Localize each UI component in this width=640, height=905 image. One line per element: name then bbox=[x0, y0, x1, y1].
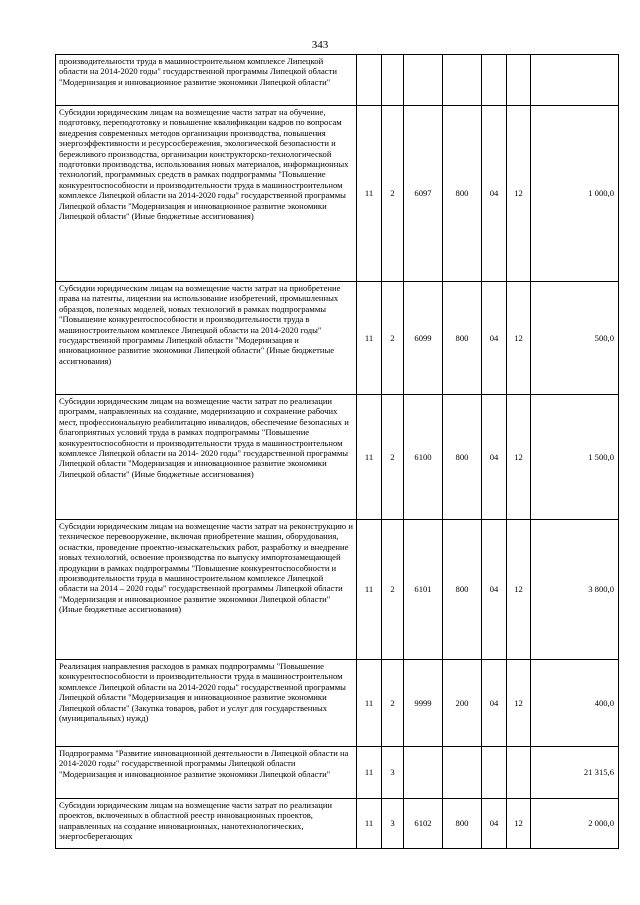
code-cell bbox=[482, 747, 507, 799]
table-row bbox=[56, 282, 619, 395]
code-cell bbox=[404, 747, 443, 799]
code-cell: 11 bbox=[357, 106, 382, 282]
row-description: Субсидии юридическим лицам на возмещение части затрат на обучение, подготовку, переподготовку и повышение квалификации кадров по вопросам внедрения современных методов организации производства, повышения энергоэффективности и ресурсосбережения, экологической безопасности и бережливого производства, организации конструкторско-технологической подготовки производства, использования новых материалов, информационных технологий, программных средств в рамках подпрограммы "Повышение конкурентоспособности и производительности труда в машиностроительном комплексе Липецкой области на 2014-2020 годы" государственной программы Липецкой области "Модернизация и инновационное развитие экономики Липецкой области" (Иные бюджетные ассигнования) bbox=[56, 106, 357, 282]
code-cell: 2 bbox=[382, 395, 404, 520]
code-cell: 11 bbox=[357, 520, 382, 660]
amount-cell: 3 800,0 bbox=[531, 520, 619, 660]
code-cell: 11 bbox=[357, 282, 382, 395]
code-cell: 2 bbox=[382, 660, 404, 747]
table-row bbox=[56, 395, 619, 520]
code-cell bbox=[404, 55, 443, 106]
table-row bbox=[56, 106, 619, 282]
code-cell: 6099 bbox=[404, 282, 443, 395]
code-cell bbox=[382, 55, 404, 106]
code-cell: 11 bbox=[357, 799, 382, 849]
code-cell bbox=[507, 55, 531, 106]
code-cell: 200 bbox=[443, 660, 482, 747]
code-cell: 12 bbox=[507, 395, 531, 520]
code-cell bbox=[482, 55, 507, 106]
row-description: Подпрограмма "Развитие инновационной деятельности в Липецкой области на 2014-2020 годы" государственной программы Липецкой области "Модернизация и инновационное развитие экономики Липецкой области" bbox=[56, 747, 357, 799]
code-cell: 12 bbox=[507, 282, 531, 395]
code-cell bbox=[443, 747, 482, 799]
code-cell: 6102 bbox=[404, 799, 443, 849]
page-number: 343 bbox=[311, 39, 329, 51]
code-cell: 12 bbox=[507, 520, 531, 660]
code-cell: 6097 bbox=[404, 106, 443, 282]
amount-cell: 2 000,0 bbox=[531, 799, 619, 849]
amount-cell: 500,0 bbox=[531, 282, 619, 395]
code-cell: 800 bbox=[443, 106, 482, 282]
table-row bbox=[56, 747, 619, 799]
code-cell: 6100 bbox=[404, 395, 443, 520]
code-cell: 800 bbox=[443, 282, 482, 395]
table-row bbox=[56, 660, 619, 747]
code-cell: 04 bbox=[482, 106, 507, 282]
code-cell: 11 bbox=[357, 395, 382, 520]
code-cell: 12 bbox=[507, 106, 531, 282]
row-description: Субсидии юридическим лицам на возмещение части затрат на приобретение права на патенты, лицензии на использование изобретений, промышленных образцов, полезных моделей, новых технологий в рамках подпрограммы "Повышение конкурентоспособности и производительности труда в машиностроительном комплексе Липецкой области на 2014-2020 годы" государственной программы Липецкой области "Модернизация и инновационное развитие экономики Липецкой области" (Иные бюджетные ассигнования) bbox=[56, 282, 357, 395]
code-cell: 11 bbox=[357, 747, 382, 799]
code-cell: 04 bbox=[482, 660, 507, 747]
row-description: Реализация направления расходов в рамках подпрограммы "Повышение конкурентоспособности и производительности труда в машиностроительном комплексе Липецкой области на 2014-2020 годы" государственной программы Липецкой области "Модернизация и инновационное развитие экономики Липецкой области" (Закупка товаров, работ и услуг для государственных (муниципальных) нужд) bbox=[56, 660, 357, 747]
code-cell: 12 bbox=[507, 660, 531, 747]
code-cell: 04 bbox=[482, 395, 507, 520]
amount-cell: 400,0 bbox=[531, 660, 619, 747]
code-cell: 3 bbox=[382, 799, 404, 849]
table-row bbox=[56, 55, 619, 106]
table-row bbox=[56, 799, 619, 849]
amount-cell bbox=[531, 55, 619, 106]
code-cell: 2 bbox=[382, 282, 404, 395]
code-cell bbox=[507, 747, 531, 799]
code-cell: 12 bbox=[507, 799, 531, 849]
amount-cell: 1 000,0 bbox=[531, 106, 619, 282]
row-description: Субсидии юридическим лицам на возмещение части затрат на реконструкцию и техническое перевооружение, включая приобретение машин, оборудования, оснастки, проведение проектно-изыскательских работ, разработку и внедрение новых технологий, освоение производства по выпуску импортозамещающей продукции в рамках подпрограммы "Повышение конкурентоспособности и производительности труда в машиностроительном комплексе Липецкой области на 2014 – 2020 годы" государственной программы Липецкой области "Модернизация и инновационное развитие экономики Липецкой области" (Иные бюджетные ассигнования) bbox=[56, 520, 357, 660]
code-cell bbox=[357, 55, 382, 106]
table-row bbox=[56, 520, 619, 660]
code-cell: 800 bbox=[443, 395, 482, 520]
row-description: производительности труда в машиностроительном комплексе Липецкой области на 2014-2020 годы" государственной программы Липецкой области "Модернизация и инновационное развитие экономики Липецкой области" bbox=[56, 55, 357, 106]
code-cell bbox=[443, 55, 482, 106]
code-cell: 6101 bbox=[404, 520, 443, 660]
amount-cell: 1 500,0 bbox=[531, 395, 619, 520]
code-cell: 2 bbox=[382, 106, 404, 282]
code-cell: 800 bbox=[443, 799, 482, 849]
row-description: Субсидии юридическим лицам на возмещение части затрат по реализации программ, направленных на создание, модернизацию и сохранение рабочих мест, профессиональную реабилитацию инвалидов, обеспечение безопасных и благоприятных условий труда в рамках подпрограммы "Повышение конкурентоспособности и производительности труда в машиностроительном комплексе Липецкой области на 2014- 2020 годы" государственной программы Липецкой области "Модернизация и инновационное развитие экономики Липецкой области" (Иные бюджетные ассигнования) bbox=[56, 395, 357, 520]
code-cell: 04 bbox=[482, 799, 507, 849]
code-cell: 3 bbox=[382, 747, 404, 799]
code-cell: 04 bbox=[482, 282, 507, 395]
code-cell: 2 bbox=[382, 520, 404, 660]
code-cell: 04 bbox=[482, 520, 507, 660]
row-description: Субсидии юридическим лицам на возмещение части затрат по реализации проектов, включенных в областной реестр инновационных проектов, направленных на создание инновационных, нанотехнологических, энергосберегающих bbox=[56, 799, 357, 849]
code-cell: 11 bbox=[357, 660, 382, 747]
amount-cell: 21 315,6 bbox=[531, 747, 619, 799]
code-cell: 9999 bbox=[404, 660, 443, 747]
code-cell: 800 bbox=[443, 520, 482, 660]
budget-table bbox=[55, 54, 619, 849]
